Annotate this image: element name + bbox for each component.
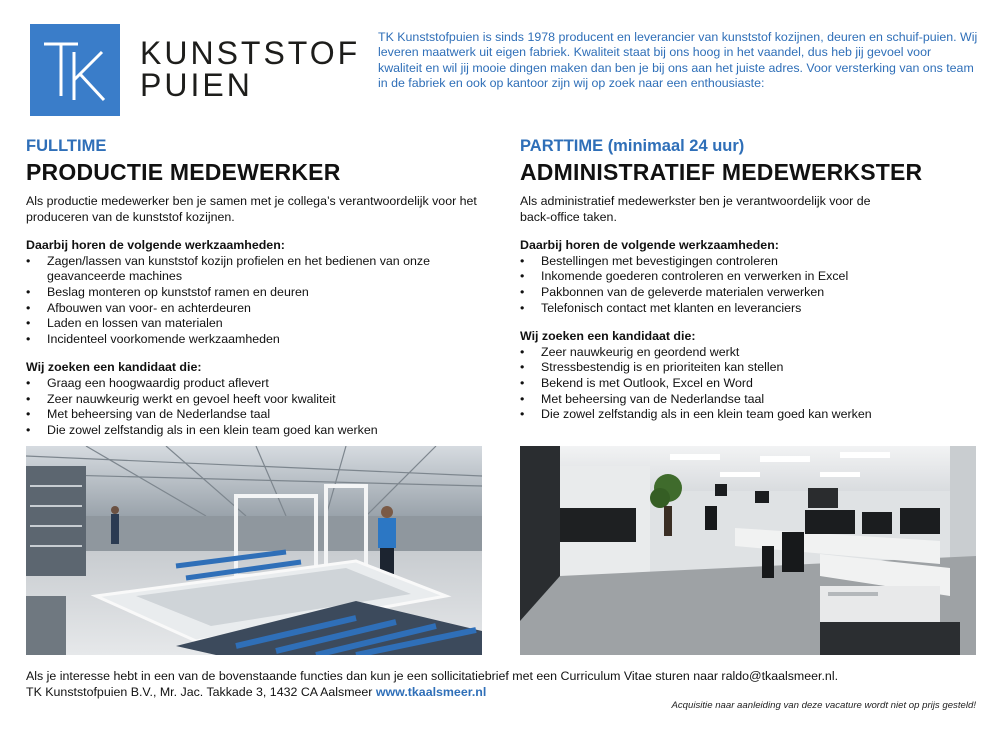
company-address-line (26, 684, 976, 700)
list-item: • Bestellingen met bevestigingen controleren (520, 254, 980, 270)
list-item: • Stressbestendig is en prioriteiten kan stellen (520, 360, 980, 376)
list-item: • Beslag monteren op kunststof ramen en deuren (26, 285, 486, 301)
website-link[interactable]: www.tkaalsmeer.nl (375, 685, 487, 699)
tasks-heading: Daarbij horen de volgende werkzaamheden: (26, 238, 285, 253)
list-item: • Bekend is met Outlook, Excel en Word (520, 376, 980, 392)
acquisition-disclaimer: Acquisitie naar aanleiding van deze vacature wordt niet op prijs gesteld! (671, 700, 976, 711)
footer (26, 668, 976, 700)
list-item: • Pakbonnen van de geleverde materialen verwerken (520, 285, 980, 301)
tasks-list (520, 254, 980, 316)
list-item: • Met beheersing van de Nederlandse taal (520, 392, 980, 408)
tasks-list (26, 254, 486, 348)
brand-name (140, 37, 360, 101)
office-photo (520, 446, 976, 655)
vacancy-type-label: PARTTIME (minimaal 24 uur) (520, 137, 745, 155)
apply-instructions: Als je interesse hebt in een van de bovenstaande functies dan kun je een sollicitatiebrief met een Curriculum Vitae sturen naar raldo@tkaalsmeer.nl. (26, 669, 839, 683)
brand-name-line1: KUNSTSTOF (140, 35, 361, 71)
list-item: • Inkomende goederen controleren en verwerken in Excel (520, 269, 980, 285)
list-item: • Zeer nauwkeurig en geordend werkt (520, 345, 980, 361)
profile-list (26, 376, 486, 438)
intro-text: TK Kunststofpuien is sinds 1978 producent en leverancier van kunststof kozijnen, deuren en schuif-puien. Wij leveren maatwerk uit eigen fabriek. Kwaliteit staat bij ons hoog in het vaandel, dus heb jij gevoel voor kwaliteit en wil jij mooie dingen maken dan ben je bij ons aan het juiste adres. Voor versterking van ons team in de fabriek en ook op kantoor zijn wij op zoek naar een enthousiaste: (378, 30, 978, 91)
list-item: • Graag een hoogwaardig product aflevert (26, 376, 486, 392)
list-item: • Die zowel zelfstandig als in een klein team goed kan werken (520, 407, 980, 423)
tk-logo-mark (30, 24, 120, 116)
profile-heading: Wij zoeken een kandidaat die: (520, 329, 696, 344)
profile-heading: Wij zoeken een kandidaat die: (26, 360, 202, 375)
list-item: • Zeer nauwkeurig werkt en gevoel heeft voor kwaliteit (26, 392, 486, 408)
vacancy-description: Als productie medewerker ben je samen met je collega’s verantwoordelijk voor het produceren van de kunststof kozijnen. (26, 194, 477, 224)
list-item: • Die zowel zelfstandig als in een klein team goed kan werken (26, 423, 486, 439)
list-item: • Incidenteel voorkomende werkzaamheden (26, 332, 486, 348)
factory-photo (26, 446, 482, 655)
company-logo (30, 24, 120, 116)
list-item: • Met beheersing van de Nederlandse taal (26, 407, 486, 423)
list-item: • Zagen/lassen van kunststof kozijn profielen en het bedienen van onze geavanceerde machines (26, 254, 486, 285)
list-item: • Telefonisch contact met klanten en leveranciers (520, 301, 980, 317)
vacancy-title: ADMINISTRATIEF MEDEWERKSTER (520, 159, 923, 185)
vacancy-title: PRODUCTIE MEDEWERKER (26, 159, 341, 185)
brand-name-line2: PUIEN (140, 67, 253, 103)
vacancy-description: Als administratief medewerkster ben je verantwoordelijk voor de back-office taken. (520, 194, 871, 224)
profile-list (520, 345, 980, 423)
list-item: • Laden en lossen van materialen (26, 316, 486, 332)
tasks-heading: Daarbij horen de volgende werkzaamheden: (520, 238, 779, 253)
vacancy-administration (520, 137, 980, 423)
vacancy-production (26, 137, 486, 438)
company-address: TK Kunststofpuien B.V., Mr. Jac. Takkade 3, 1432 CA Aalsmeer (26, 685, 376, 699)
list-item: • Afbouwen van voor- en achterdeuren (26, 301, 486, 317)
vacancy-type-label: FULLTIME (26, 137, 107, 155)
